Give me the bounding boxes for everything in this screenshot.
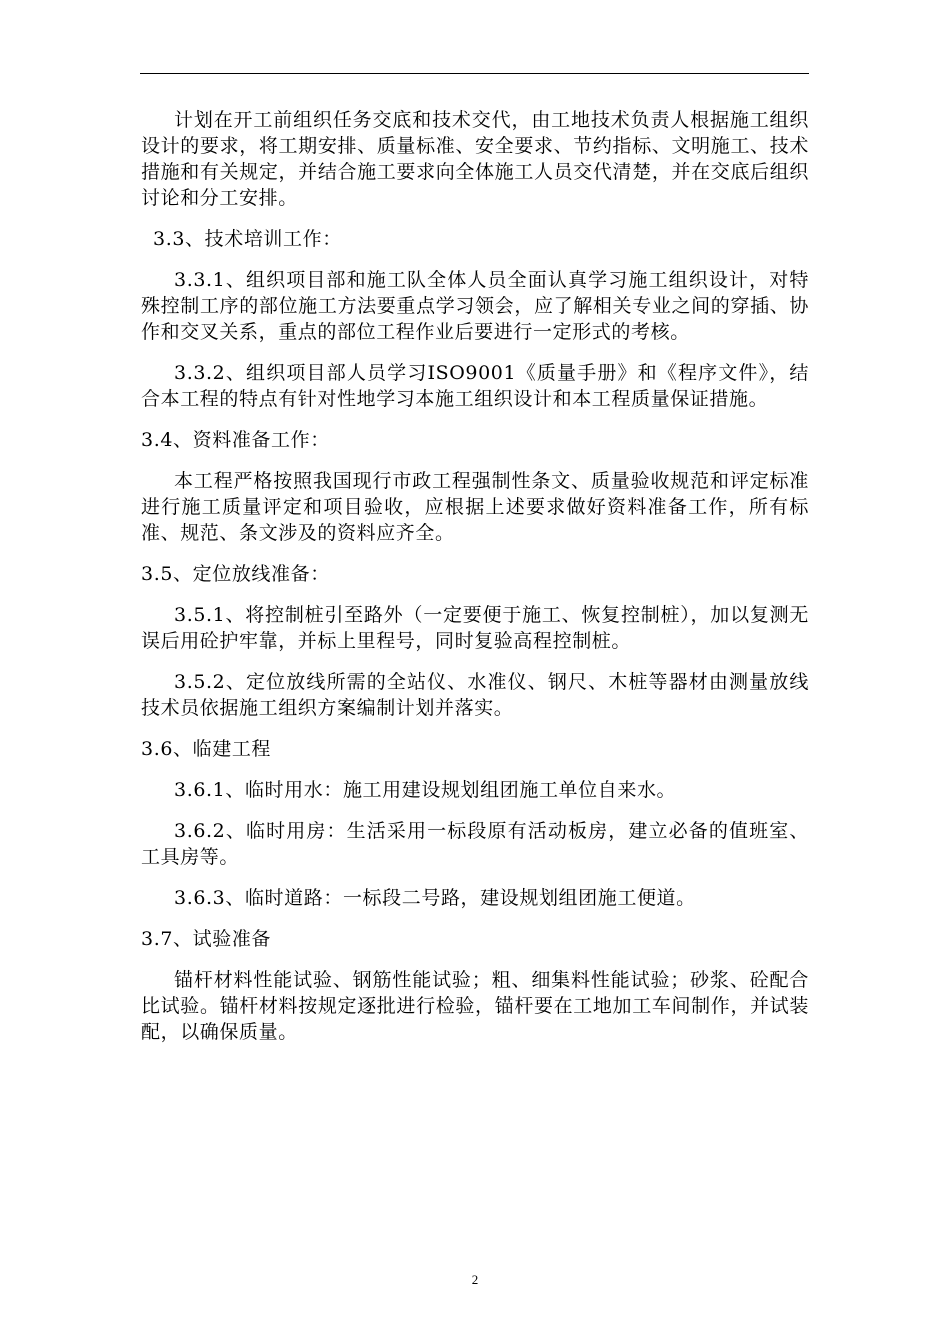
- paragraph-3-6-3: 3.6.3、临时道路：一标段二号路，建设规划组团施工便道。: [174, 887, 696, 909]
- paragraph-data-preparation: 本工程严格按照我国现行市政工程强制性条文、质量验收规范和评定标准进行施工质量评定和项目验收，应根据上述要求做好资料准备工作，所有标准、规范、条文涉及的资料应齐全。: [141, 470, 809, 544]
- section-heading-3-5: 3.5、定位放线准备：: [141, 563, 330, 585]
- section-heading-3-6: 3.6、临建工程: [141, 738, 272, 760]
- paragraph-3-5-2: 3.5.2、定位放线所需的全站仪、水准仪、钢尺、木桩等器材由测量放线技术员依据施工组织方案编制计划并落实。: [141, 671, 809, 719]
- paragraph-3-6-1: 3.6.1、临时用水：施工用建设规划组团施工单位自来水。: [174, 779, 677, 801]
- paragraph-technical-briefing: 计划在开工前组织任务交底和技术交代，由工地技术负责人根据施工组织设计的要求，将工期安排、质量标准、安全要求、节约指标、文明施工、技术措施和有关规定，并结合施工要求向全体施工人员交代清楚，并在交底后组织讨论和分工安排。: [141, 109, 809, 209]
- section-heading-3-3: 3.3、技术培训工作：: [153, 228, 342, 250]
- section-heading-3-4: 3.4、资料准备工作：: [141, 429, 330, 451]
- header-rule: [140, 73, 809, 74]
- paragraph-3-3-2: 3.3.2、组织项目部人员学习ISO9001《质量手册》和《程序文件》，结合本工程的特点有针对性地学习本施工组织设计和本工程质量保证措施。: [141, 362, 809, 410]
- page-number: 2: [471, 1272, 479, 1287]
- paragraph-3-3-1: 3.3.1、组织项目部和施工队全体人员全面认真学习施工组织设计，对特殊控制工序的部位施工方法要重点学习领会，应了解相关专业之间的穿插、协作和交叉关系，重点的部位工程作业后要进行一定形式的考核。: [141, 269, 809, 343]
- page-body: [141, 107, 809, 1045]
- paragraph-test-preparation: 锚杆材料性能试验、钢筋性能试验；粗、细集料性能试验；砂浆、砼配合比试验。锚杆材料按规定逐批进行检验，锚杆要在工地加工车间制作，并试装配，以确保质量。: [141, 969, 809, 1043]
- section-heading-3-7: 3.7、试验准备: [141, 928, 272, 950]
- paragraph-3-6-2: 3.6.2、临时用房：生活采用一标段原有活动板房，建立必备的值班室、工具房等。: [141, 820, 809, 868]
- paragraph-3-5-1: 3.5.1、将控制桩引至路外（一定要便于施工、恢复控制桩），加以复测无误后用砼护牢靠，并标上里程号，同时复验高程控制桩。: [141, 604, 809, 652]
